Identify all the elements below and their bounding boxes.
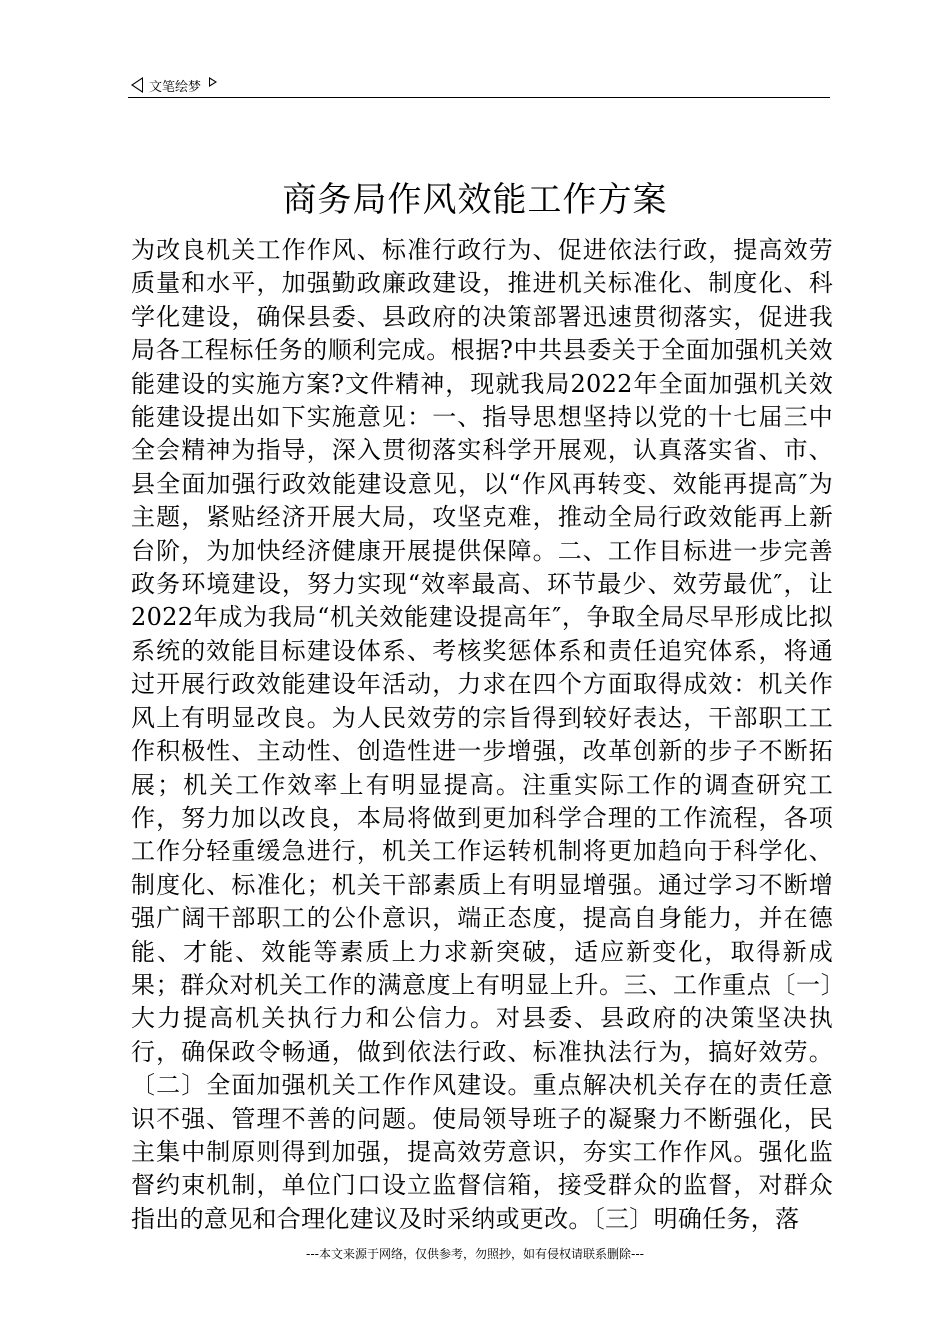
body-paragraph: 为改良机关工作作风、标准行政行为、促进依法行政，提高效劳质量和水平，加强勤政廉政建设，推进机关标准化、制度化、科学化建设，确保县委、县政府的决策部署迅速贯彻落实，促进我局各工程标任务的顺利完成。根据?中共县委关于全面加强机关效能建设的实施方案?文件精神，现就我局2022年全面加强机关效能建设提出如下实施意见：一、指导思想坚持以党的十七届三中全会精神为指导，深入贯彻落实科学开展观，认真落实省、市、县全面加强行政效能建设意见，以“作风再转变、效能再提高″为主题，紧贴经济开展大局，攻坚克难，推动全局行政效能再上新台阶，为加快经济健康开展提供保障。二、工作目标进一步完善政务环境建设，努力实现“效率最高、环节最少、效劳最优″，让2022年成为我局“机关效能建设提高年″，争取全局尽早形成比拟系统的效能目标建设体系、考核奖惩体系和责任追究体系，将通过开展行政效能建设年活动，力求在四个方面取得成效：机关作风上有明显改良。为人民效劳的宗旨得到较好表达，干部职工工作积极性、主动性、创造性进一步增强，改革创新的步子不断拓展；机关工作效率上有明显提高。注重实际工作的调查研究工作，努力加以改良，本局将做到更加科学合理的工作流程，各项工作分轻重缓急进行，机关工作运转机制将更加趋向于科学化、制度化、标准化；机关干部素质上有明显增强。通过学习不断增强广阔干部职工的公仆意识，端正态度，提高自身能力，并在德能、才能、效能等素质上力求新突破，适应新变化，取得新成果；群众对机关工作的满意度上有明显上升。三、工作重点〔一〕大力提高机关执行力和公信力。对县委、县政府的决策坚决执行，确保政令畅通，做到依法行政、标准执法行为，搞好效劳。〔二〕全面加强机关工作作风建设。重点解决机关存在的责任意识不强、管理不善的问题。使局领导班子的凝聚力不断强化，民主集中制原则得到加强，提高效劳意识，夯实工作作风。强化监督约束机制，单位门口设立监督信箱，接受群众的监督，对群众指出的意见和合理化建议及时采纳或更改。〔三〕明确任务，落 — [131, 236, 833, 1233]
header-divider — [128, 97, 830, 98]
footer-note: ---本文来源于网络，仅供参考，勿照抄，如有侵权请联系删除--- — [306, 1247, 644, 1261]
triangle-left-icon — [131, 77, 143, 93]
document-title: 商务局作风效能工作方案 — [282, 180, 668, 220]
page-header — [131, 74, 217, 96]
triangle-right-icon — [209, 77, 217, 87]
document-body — [131, 234, 833, 1236]
header-brand: 文笔绘梦 — [149, 79, 202, 95]
